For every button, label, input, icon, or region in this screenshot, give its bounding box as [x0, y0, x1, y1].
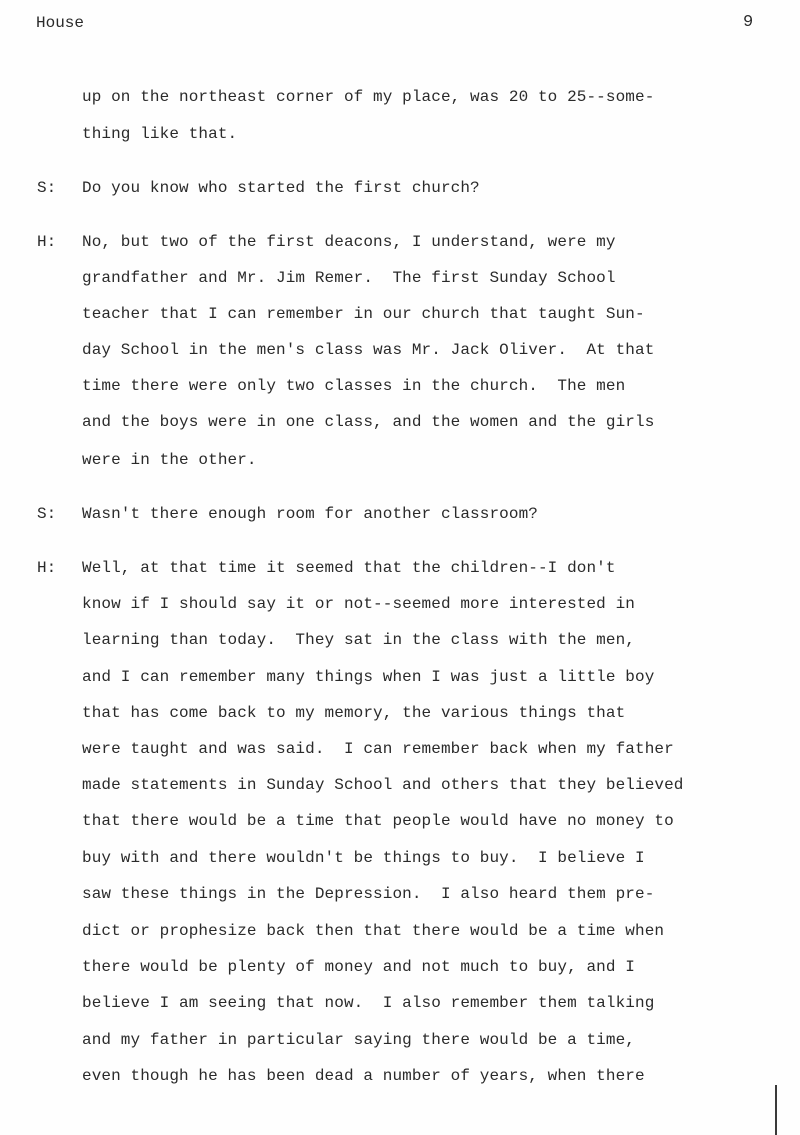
text-line: were in the other. [82, 451, 257, 469]
text-line: up on the northeast corner of my place, was 20 to 25--some- [82, 88, 655, 106]
text-line: buy with and there wouldn't be things to buy. I believe I [82, 849, 645, 867]
text-line: that has come back to my memory, the various things that [82, 704, 626, 722]
text-line: grandfather and Mr. Jim Remer. The first Sunday School [82, 269, 616, 287]
speaker-label: S: [37, 505, 57, 523]
text-line: Well, at that time it seemed that the children--I don't [82, 559, 616, 577]
text-line: saw these things in the Depression. I also heard them pre- [82, 885, 655, 903]
page-number: 9 [743, 13, 754, 32]
text-line: teacher that I can remember in our church that taught Sun- [82, 305, 645, 323]
text-line: time there were only two classes in the church. The men [82, 377, 626, 395]
text-line: there would be plenty of money and not much to buy, and I [82, 958, 635, 976]
text-line: thing like that. [82, 125, 238, 143]
text-line: Do you know who started the first church? [82, 179, 480, 197]
text-line: dict or prophesize back then that there would be a time when [82, 922, 665, 940]
text-line: learning than today. They sat in the class with the men, [82, 631, 635, 649]
text-line: No, but two of the first deacons, I understand, were my [82, 233, 616, 251]
text-line: believe I am seeing that now. I also remember them talking [82, 994, 655, 1012]
text-line: know if I should say it or not--seemed more interested in [82, 595, 635, 613]
text-line: and my father in particular saying there would be a time, [82, 1031, 635, 1049]
text-line: even though he has been dead a number of years, when there [82, 1067, 645, 1085]
running-header: House [36, 14, 85, 32]
text-line: and the boys were in one class, and the women and the girls [82, 413, 655, 431]
text-line: and I can remember many things when I was just a little boy [82, 668, 655, 686]
text-line: Wasn't there enough room for another classroom? [82, 505, 538, 523]
text-line: day School in the men's class was Mr. Jack Oliver. At that [82, 341, 655, 359]
speaker-label: H: [37, 559, 57, 577]
scan-edge-mark [775, 1085, 777, 1135]
text-line: made statements in Sunday School and others that they believed [82, 776, 684, 794]
text-line: were taught and was said. I can remember back when my father [82, 740, 674, 758]
text-line: that there would be a time that people would have no money to [82, 812, 674, 830]
speaker-label: H: [37, 233, 57, 251]
speaker-label: S: [37, 179, 57, 197]
